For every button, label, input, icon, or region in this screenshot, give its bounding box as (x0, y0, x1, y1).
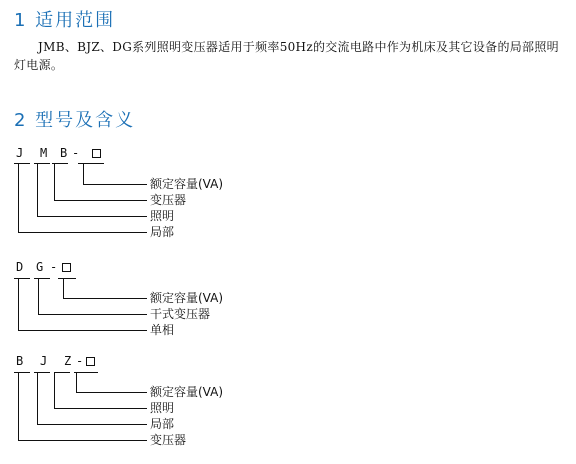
code-letter: - (72, 146, 80, 160)
code-letter: G (36, 260, 44, 274)
section2-title: 2 型号及含义 (14, 110, 136, 131)
code-letter: B (60, 146, 68, 160)
code-letter: J (40, 354, 48, 368)
section1-title: 1 适用范围 (14, 10, 116, 31)
diagram-label: 局部 (150, 417, 175, 431)
section1-text: JMB、BJZ、DG系列照明变压器适用于频率50Hz的交流电路中作为机床及其它设备的局部照明灯电源。 (14, 40, 559, 72)
diagram-label: 变压器 (150, 433, 187, 447)
diagram-label: 额定容量(VA) (150, 385, 224, 399)
code-letter: B (16, 354, 24, 368)
capacity-placeholder-box (62, 263, 71, 272)
code-letter: J (16, 146, 24, 160)
diagram-label: 额定容量(VA) (150, 291, 224, 305)
diagram-label: 额定容量(VA) (150, 177, 224, 191)
diagram-label: 单相 (150, 323, 175, 337)
code-letter: Z (64, 354, 72, 368)
code-letter: D (16, 260, 24, 274)
code-letter: M (40, 146, 48, 160)
capacity-placeholder-box (86, 357, 95, 366)
diagram-label: 变压器 (150, 193, 187, 207)
code-letter: - (76, 354, 84, 368)
capacity-placeholder-box (92, 149, 101, 158)
code-letter: - (50, 260, 58, 274)
diagram-label: 照明 (150, 209, 175, 223)
diagram-label: 局部 (150, 225, 175, 239)
diagram-label: 照明 (150, 401, 175, 415)
diagram-label: 干式变压器 (150, 307, 211, 321)
